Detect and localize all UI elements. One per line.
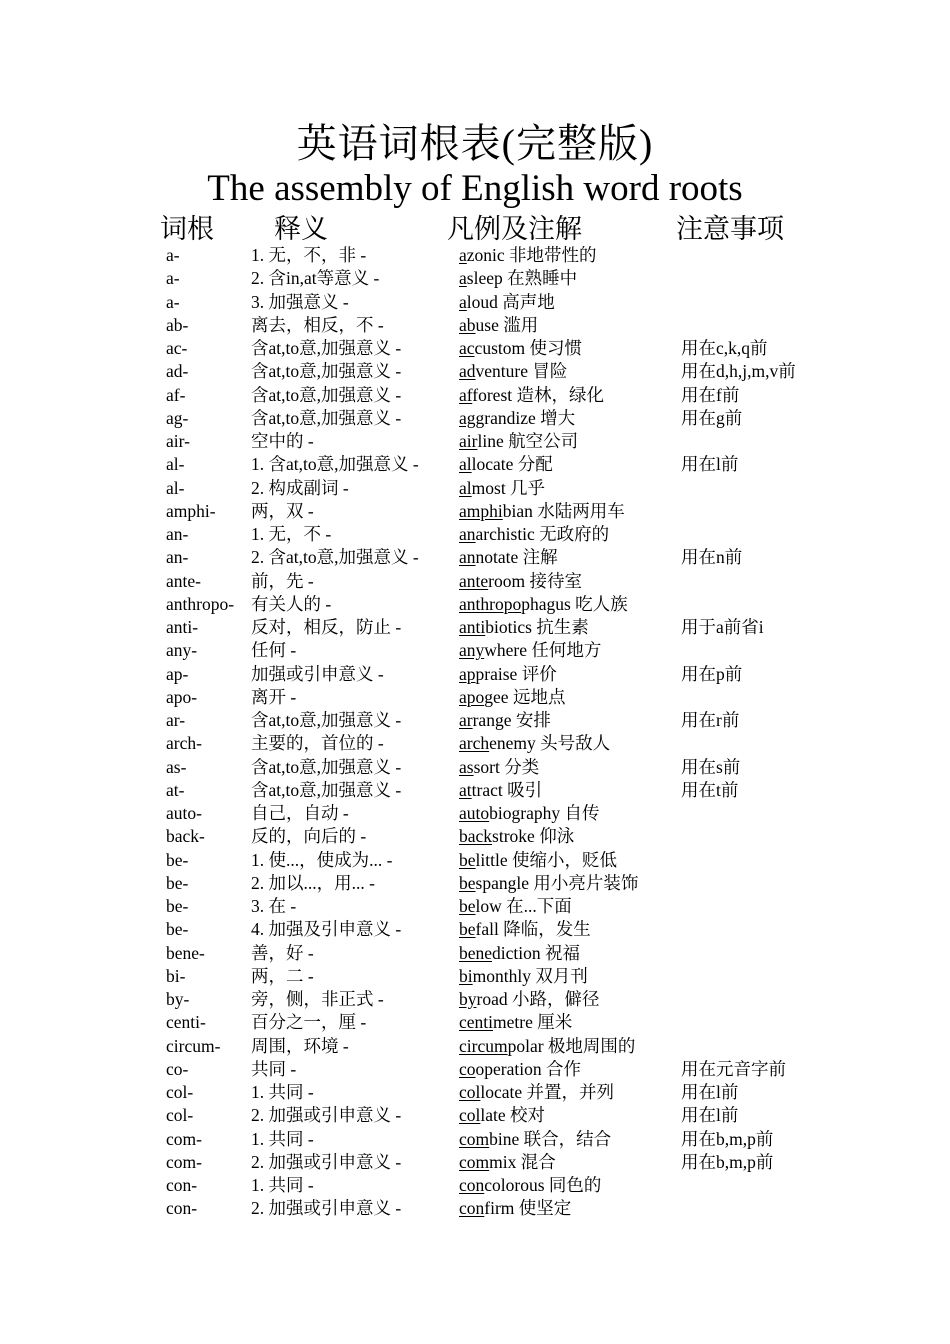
note-cell: 用在b,m,p前	[681, 1151, 774, 1172]
meaning-cell: 含at,to意,加强意义 -	[251, 338, 402, 358]
example-cell	[459, 523, 609, 546]
meaning-cell: 2. 加强或引申意义 -	[251, 1151, 402, 1172]
note-cell: 用在g前	[681, 407, 743, 428]
example-cell	[459, 1174, 601, 1197]
example-rest: fall 降临，发生	[475, 919, 591, 940]
meaning-cell: 1. 无，不 -	[251, 524, 332, 544]
meaning-cell: 反对，相反，防止 -	[251, 617, 402, 637]
root-cell: a-	[166, 291, 180, 312]
page-subtitle: The assembly of English word roots	[207, 168, 743, 209]
header-meaning: 释义	[274, 214, 328, 244]
table-row	[0, 360, 950, 383]
example-prefix: ar	[459, 710, 473, 730]
root-cell: an-	[166, 547, 189, 568]
root-cell: ac-	[166, 338, 188, 358]
example-cell	[459, 802, 599, 825]
example-rest: locate 分配	[471, 454, 553, 475]
root-cell: be-	[166, 896, 189, 916]
root-cell: anti-	[166, 617, 199, 637]
example-rest: little 使缩小，贬低	[475, 849, 617, 870]
example-rest: polar 极地周围的	[507, 1035, 636, 1056]
root-cell: arch-	[166, 733, 202, 754]
example-prefix: centi	[459, 1012, 494, 1033]
root-cell: an-	[166, 524, 189, 544]
table-row	[0, 1035, 950, 1058]
root-cell: circum-	[166, 1035, 221, 1056]
table-row	[0, 267, 950, 290]
example-cell	[459, 616, 589, 639]
table-row	[0, 1011, 950, 1034]
example-prefix: be	[459, 896, 476, 916]
example-rest: diction 祝福	[492, 942, 581, 963]
example-prefix: ap	[459, 663, 476, 684]
example-prefix: con	[459, 1198, 485, 1219]
meaning-cell: 2. 含at,to意,加强意义 -	[251, 547, 419, 568]
table-row	[0, 918, 950, 941]
table-row	[0, 825, 950, 848]
meaning-cell: 1. 无，不，非 -	[251, 245, 367, 265]
example-prefix: ante	[459, 570, 489, 591]
example-cell	[459, 988, 599, 1011]
table-row	[0, 1174, 950, 1197]
meaning-cell: 任何 -	[251, 640, 297, 661]
meaning-cell: 2. 加强或引申意义 -	[251, 1198, 402, 1219]
note-cell: 用在r前	[681, 710, 740, 730]
example-prefix: a	[459, 291, 467, 312]
root-cell: centi-	[166, 1012, 206, 1033]
meaning-cell: 善，好 -	[251, 942, 314, 963]
example-prefix: ac	[459, 338, 475, 358]
example-rest: loud 高声地	[466, 291, 555, 312]
example-prefix: be	[459, 872, 476, 893]
root-cell: be-	[166, 872, 189, 893]
root-cell: a-	[166, 268, 180, 289]
example-cell	[459, 1011, 572, 1034]
root-cell: con-	[166, 1198, 198, 1219]
example-prefix: auto	[459, 803, 490, 823]
example-cell	[459, 1197, 571, 1220]
example-cell	[459, 360, 567, 383]
example-prefix: any	[459, 640, 485, 661]
table-row	[0, 593, 950, 616]
note-cell: 用在t前	[681, 779, 739, 800]
example-prefix: an	[459, 547, 476, 568]
table-row	[0, 384, 950, 407]
example-prefix: as	[459, 756, 474, 777]
example-cell	[459, 1058, 581, 1081]
example-cell	[459, 639, 601, 662]
note-cell: 用在s前	[681, 756, 741, 777]
table-row	[0, 686, 950, 709]
note-cell: 用在l前	[681, 454, 739, 475]
example-rest: late 校对	[480, 1105, 546, 1126]
example-rest: colorous 同色的	[484, 1175, 602, 1195]
example-prefix: co	[459, 1058, 476, 1079]
example-prefix: anti	[459, 617, 486, 637]
meaning-cell: 2. 含in,at等意义 -	[251, 268, 380, 289]
table-row	[0, 1151, 950, 1174]
meaning-cell: 空中的 -	[251, 431, 314, 451]
meaning-cell: 2. 加以...，用... -	[251, 872, 375, 893]
example-cell	[459, 709, 551, 732]
root-cell: a-	[166, 245, 180, 265]
example-rest: biotics 抗生素	[485, 617, 589, 637]
example-rest: tract 吸引	[471, 779, 543, 800]
meaning-cell: 共同 -	[251, 1058, 297, 1079]
example-cell	[459, 756, 539, 779]
table-row	[0, 756, 950, 779]
example-cell	[459, 267, 577, 290]
meaning-cell: 1. 使...，使成为... -	[251, 849, 393, 870]
example-prefix: col	[459, 1082, 481, 1102]
meaning-cell: 含at,to意,加强意义 -	[251, 710, 402, 730]
table-row	[0, 942, 950, 965]
meaning-cell: 加强或引申意义 -	[251, 663, 384, 684]
meaning-cell: 反的，向后的 -	[251, 826, 367, 847]
example-cell	[459, 314, 538, 337]
example-cell	[459, 1151, 556, 1174]
root-cell: col-	[166, 1082, 194, 1102]
table-row	[0, 500, 950, 523]
root-cell: com-	[166, 1151, 202, 1172]
example-cell	[459, 384, 604, 407]
meaning-cell: 百分之一，厘 -	[251, 1012, 367, 1033]
example-rest: enemy 头号敌人	[489, 733, 611, 754]
root-cell: by-	[166, 989, 190, 1009]
table-row	[0, 1104, 950, 1127]
example-prefix: arch	[459, 733, 490, 754]
root-cell: ab-	[166, 314, 189, 335]
meaning-cell: 含at,to意,加强意义 -	[251, 756, 402, 777]
table-row	[0, 523, 950, 546]
example-prefix: be	[459, 849, 476, 870]
meaning-cell: 主要的，首位的 -	[251, 733, 384, 754]
header-example: 凡例及注解	[447, 214, 582, 244]
example-prefix: back	[459, 826, 493, 847]
root-cell: co-	[166, 1058, 189, 1079]
meaning-cell: 前，先 -	[251, 570, 314, 591]
table-row	[0, 663, 950, 686]
root-cell: as-	[166, 756, 187, 777]
meaning-cell: 含at,to意,加强意义 -	[251, 361, 402, 382]
note-cell: 用在l前	[681, 1082, 739, 1102]
example-cell	[459, 593, 628, 616]
meaning-cell: 自己，自动 -	[251, 803, 349, 823]
example-cell	[459, 244, 597, 267]
example-prefix: a	[459, 245, 467, 265]
meaning-cell: 1. 共同 -	[251, 1082, 314, 1102]
example-prefix: af	[459, 384, 473, 405]
note-cell: 用在f前	[681, 384, 740, 405]
root-cell: any-	[166, 640, 198, 661]
meaning-cell: 含at,to意,加强意义 -	[251, 384, 402, 405]
example-prefix: com	[459, 1151, 490, 1172]
root-cell: ag-	[166, 407, 189, 428]
root-cell: bi-	[166, 965, 186, 986]
example-prefix: anthropo	[459, 593, 522, 614]
example-prefix: by	[459, 989, 477, 1009]
table-row	[0, 291, 950, 314]
example-cell	[459, 430, 578, 453]
example-rest: locate 并置，并列	[480, 1082, 615, 1102]
root-cell: bene-	[166, 942, 205, 963]
root-cell: ad-	[166, 361, 189, 382]
example-cell	[459, 291, 555, 314]
table-row	[0, 1128, 950, 1151]
meaning-cell: 含at,to意,加强意义 -	[251, 407, 402, 428]
example-cell	[459, 849, 617, 872]
note-cell: 用在元音字前	[681, 1058, 786, 1079]
example-prefix: bene	[459, 942, 493, 963]
note-cell: 用在c,k,q前	[681, 338, 768, 358]
example-rest: bian 水陆两用车	[502, 500, 625, 521]
example-prefix: air	[459, 431, 478, 451]
example-prefix: an	[459, 524, 476, 544]
example-cell	[459, 872, 638, 895]
table-row	[0, 872, 950, 895]
example-rest: notate 注解	[475, 547, 558, 568]
meaning-cell: 3. 在 -	[251, 896, 297, 916]
meaning-cell: 3. 加强意义 -	[251, 291, 349, 312]
meaning-cell: 含at,to意,加强意义 -	[251, 779, 402, 800]
meaning-cell: 离去，相反，不 -	[251, 314, 384, 335]
meaning-cell: 两，双 -	[251, 500, 314, 521]
table-row	[0, 453, 950, 476]
root-cell: al-	[166, 454, 185, 475]
example-cell	[459, 407, 575, 430]
meaning-cell: 1. 共同 -	[251, 1175, 314, 1195]
example-prefix: a	[459, 268, 467, 289]
table-row	[0, 709, 950, 732]
table-row	[0, 988, 950, 1011]
example-rest: archistic 无政府的	[475, 524, 610, 544]
table-row	[0, 244, 950, 267]
table-row	[0, 1081, 950, 1104]
root-cell: back-	[166, 826, 205, 847]
note-cell: 用在n前	[681, 547, 743, 568]
example-rest: phagus 吃人族	[521, 593, 628, 614]
example-rest: road 小路，僻径	[476, 989, 600, 1009]
example-cell	[459, 1104, 545, 1127]
example-cell	[459, 663, 557, 686]
root-cell: at-	[166, 779, 185, 800]
example-rest: metre 厘米	[493, 1012, 573, 1033]
example-rest: mix 混合	[489, 1151, 556, 1172]
page-title: 英语词根表(完整版)	[296, 121, 654, 166]
example-cell	[459, 546, 558, 569]
example-prefix: com	[459, 1128, 490, 1149]
root-cell: amphi-	[166, 500, 216, 521]
example-rest: most 几乎	[471, 477, 546, 498]
table-row	[0, 337, 950, 360]
table-row	[0, 546, 950, 569]
note-cell: 用在b,m,p前	[681, 1128, 774, 1149]
word-root-table	[0, 244, 950, 1221]
meaning-cell: 有关人的 -	[251, 593, 332, 614]
note-cell: 用在d,h,j,m,v前	[681, 361, 796, 382]
meaning-cell: 两，二 -	[251, 965, 314, 986]
root-cell: ar-	[166, 710, 186, 730]
example-rest: where 任何地方	[484, 640, 602, 661]
example-cell	[459, 570, 582, 593]
table-row	[0, 407, 950, 430]
example-prefix: al	[459, 477, 472, 498]
example-rest: bine 联合，结合	[489, 1128, 612, 1149]
example-rest: venture 冒险	[475, 361, 568, 382]
example-cell	[459, 732, 610, 755]
example-rest: low 在...下面	[475, 896, 572, 916]
root-cell: be-	[166, 849, 189, 870]
example-prefix: bi	[459, 965, 473, 986]
example-rest: operation 合作	[475, 1058, 581, 1079]
example-rest: gee 远地点	[484, 686, 566, 707]
root-cell: air-	[166, 431, 190, 451]
meaning-cell: 1. 含at,to意,加强意义 -	[251, 454, 419, 475]
example-cell	[459, 686, 565, 709]
table-row	[0, 849, 950, 872]
table-row	[0, 430, 950, 453]
note-cell: 用在p前	[681, 663, 743, 684]
meaning-cell: 1. 共同 -	[251, 1128, 314, 1149]
example-prefix: col	[459, 1105, 481, 1126]
example-cell	[459, 942, 580, 965]
example-cell	[459, 965, 588, 988]
example-prefix: apo	[459, 686, 485, 707]
example-prefix: amphi	[459, 500, 503, 521]
root-cell: ap-	[166, 663, 189, 684]
example-rest: praise 评价	[475, 663, 557, 684]
example-rest: sleep 在熟睡中	[466, 268, 578, 289]
root-cell: af-	[166, 384, 186, 405]
example-cell	[459, 337, 582, 360]
table-row	[0, 570, 950, 593]
table-row	[0, 639, 950, 662]
meaning-cell: 周围，环境 -	[251, 1035, 349, 1056]
table-row	[0, 802, 950, 825]
example-rest: biography 自传	[489, 803, 600, 823]
example-prefix: ag	[459, 407, 476, 428]
example-rest: range 安排	[472, 710, 551, 730]
table-row	[0, 477, 950, 500]
example-rest: custom 使习惯	[474, 338, 582, 358]
example-cell	[459, 895, 572, 918]
example-cell	[459, 477, 545, 500]
table-row	[0, 895, 950, 918]
table-row	[0, 965, 950, 988]
example-prefix: circum	[459, 1035, 508, 1056]
root-cell: col-	[166, 1105, 194, 1126]
example-rest: forest 造林，绿化	[472, 384, 605, 405]
example-rest: monthly 双月刊	[472, 965, 588, 986]
root-cell: anthropo-	[166, 593, 235, 614]
example-rest: zonic 非地带性的	[466, 245, 597, 265]
example-rest: use 滥用	[475, 314, 539, 335]
example-prefix: be	[459, 919, 476, 940]
root-cell: com-	[166, 1128, 202, 1149]
table-row	[0, 314, 950, 337]
meaning-cell: 旁，侧，非正式 -	[251, 989, 384, 1009]
root-cell: auto-	[166, 803, 202, 823]
example-cell	[459, 453, 553, 476]
note-cell: 用于a前省i	[681, 617, 764, 637]
header-root: 词根	[160, 214, 214, 244]
note-cell: 用在l前	[681, 1105, 739, 1126]
example-prefix: con	[459, 1175, 485, 1195]
root-cell: ante-	[166, 570, 201, 591]
table-row	[0, 732, 950, 755]
example-prefix: al	[459, 454, 472, 475]
example-rest: stroke 仰泳	[492, 826, 575, 847]
example-prefix: ab	[459, 314, 476, 335]
meaning-cell: 4. 加强及引申意义 -	[251, 919, 402, 940]
example-cell	[459, 1081, 614, 1104]
meaning-cell: 离开 -	[251, 686, 297, 707]
example-rest: spangle 用小亮片装饰	[475, 872, 639, 893]
root-cell: al-	[166, 477, 185, 498]
example-rest: sort 分类	[473, 756, 540, 777]
example-cell	[459, 779, 542, 802]
example-cell	[459, 918, 591, 941]
example-rest: firm 使坚定	[484, 1198, 572, 1219]
table-row	[0, 1197, 950, 1220]
meaning-cell: 2. 加强或引申意义 -	[251, 1105, 402, 1126]
table-row	[0, 616, 950, 639]
header-note: 注意事项	[676, 214, 784, 244]
example-cell	[459, 1128, 611, 1151]
table-header	[0, 211, 950, 247]
table-row	[0, 1058, 950, 1081]
table-row	[0, 779, 950, 802]
example-rest: line 航空公司	[477, 431, 579, 451]
meaning-cell: 2. 构成副词 -	[251, 477, 349, 498]
root-cell: con-	[166, 1175, 198, 1195]
example-prefix: ad	[459, 361, 476, 382]
root-cell: apo-	[166, 686, 198, 707]
example-cell	[459, 825, 574, 848]
root-cell: be-	[166, 919, 189, 940]
example-rest: room 接待室	[488, 570, 582, 591]
example-rest: grandize 增大	[475, 407, 576, 428]
example-cell	[459, 500, 625, 523]
example-cell	[459, 1035, 635, 1058]
example-prefix: at	[459, 779, 472, 800]
